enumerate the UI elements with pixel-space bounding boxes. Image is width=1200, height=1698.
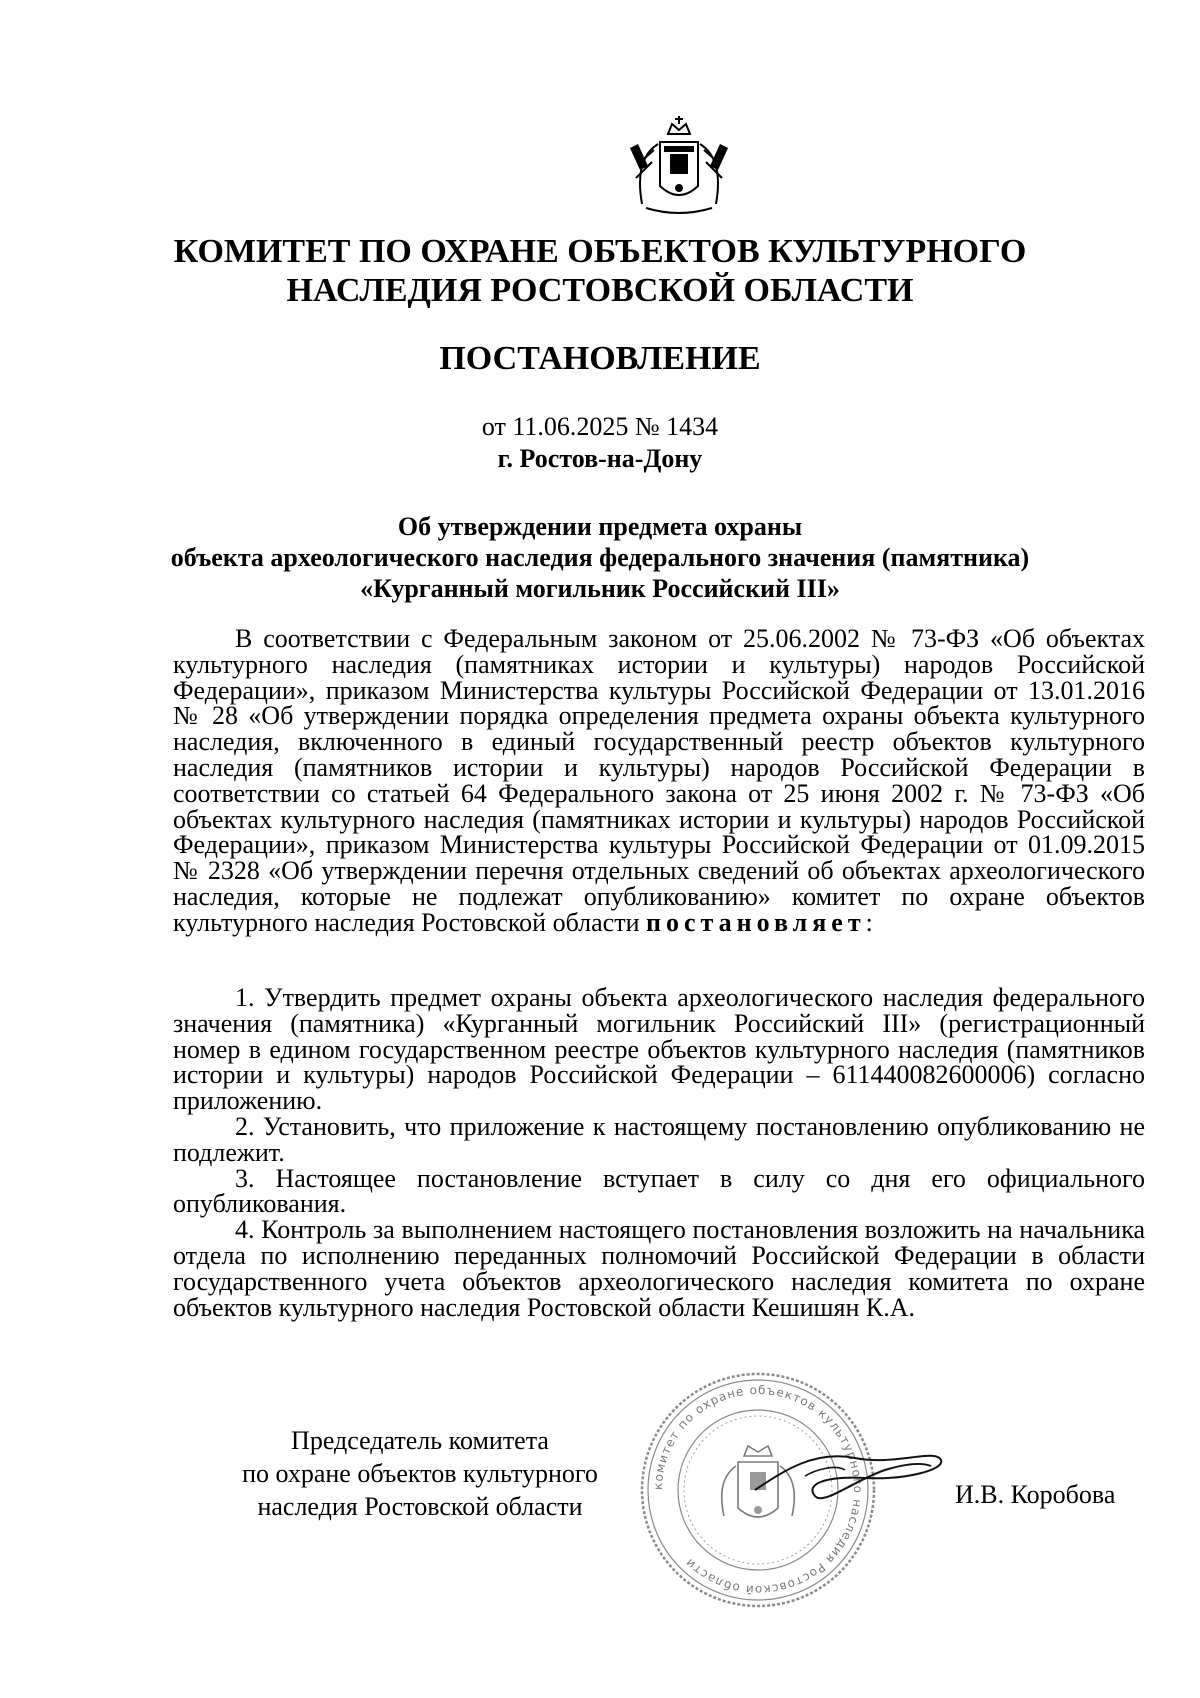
position-line-3: наследия Ростовской области — [257, 1492, 583, 1521]
document-subject — [0, 511, 1200, 604]
seal-ring-text: комитет по охране объектов культурного наследия Ростовской области — [650, 1382, 866, 1598]
org-line-1: КОМИТЕТ ПО ОХРАНЕ ОБЪЕКТОВ КУЛЬТУРНОГО — [173, 233, 1027, 270]
document-city: г. Ростов-на-Дону — [497, 444, 703, 473]
signatory-name: И.В. Коробова — [955, 1480, 1116, 1509]
organization-name — [0, 232, 1200, 310]
document-type: ПОСТАНОВЛЕНИЕ — [439, 340, 761, 377]
document-date-number: от 11.06.2025 № 1434 — [481, 412, 719, 441]
subject-line-3: «Курганный могильник Российский III» — [360, 574, 840, 603]
decree-items — [173, 985, 1145, 1320]
subject-line-1: Об утверждении предмета охраны — [397, 512, 803, 541]
decree-item-2: 2. Установить, что приложение к настоящему постановлению опубликованию не подлежит. — [173, 1111, 1145, 1167]
decree-item-1: 1. Утвердить предмет охраны объекта археологического наследия федерального значения (памятника) «Курганный могильник Российский III» (регистрационный номер в едином государственном реестре объектов культурного наследия (памятников истории и культуры) народов Российской Федерации – 611440082600006) согласно приложению. — [173, 983, 1145, 1116]
preamble-paragraph — [173, 626, 1145, 936]
position-line-1: Председатель комитета — [291, 1426, 549, 1455]
preamble — [173, 626, 1145, 936]
decree-item-3: 3. Настоящее постановление вступает в силу со дня его официального опубликования. — [173, 1163, 1145, 1219]
coat-of-arms-icon — [624, 104, 734, 224]
decree-colon: : — [865, 907, 873, 937]
signatory-position — [180, 1424, 660, 1523]
decree-word: постановляет — [646, 907, 866, 937]
decree-item-4: 4. Контроль за выполнением настоящего постановления возложить на начальника отдела по исполнению переданных полномочий Российской Федерации в области государственного учета объектов археологического наследия комитета по охране объектов культурного наследия Ростовской области Кешишян К.А. — [173, 1215, 1145, 1322]
preamble-text: В соответствии с Федеральным законом от 25.06.2002 № 73-ФЗ «Об объектах культурного наследия (памятниках истории и культуры) народов Российской Федерации», приказом Министерства культуры Российской Федерации от 13.01.2016 № 28 «Об утверждении порядка определения предмета охраны объекта культурного наследия, включенного в единый государственный реестр объектов культурного наследия (памятников истории и культуры) народов Российской Федерации в соответствии со статьей 64 Федерального закона от 25 июня 2002 г. № 73-ФЗ «Об объектах культурного наследия (памятниках истории и культуры) народов Российской Федерации», приказом Министерства культуры Российской Федерации от 01.09.2015 № 2328 «Об утверждении перечня отдельных сведений об объектах археологического наследия, которые не подлежат опубликованию» комитет по охране объектов культурного наследия Ростовской области — [173, 624, 1145, 937]
handwritten-signature — [745, 1440, 945, 1510]
position-line-2: по охране объектов культурного — [242, 1459, 598, 1488]
subject-line-2: объекта археологического наследия федерального значения (памятника) — [170, 543, 1030, 572]
org-line-2: НАСЛЕДИЯ РОСТОВСКОЙ ОБЛАСТИ — [286, 272, 914, 309]
